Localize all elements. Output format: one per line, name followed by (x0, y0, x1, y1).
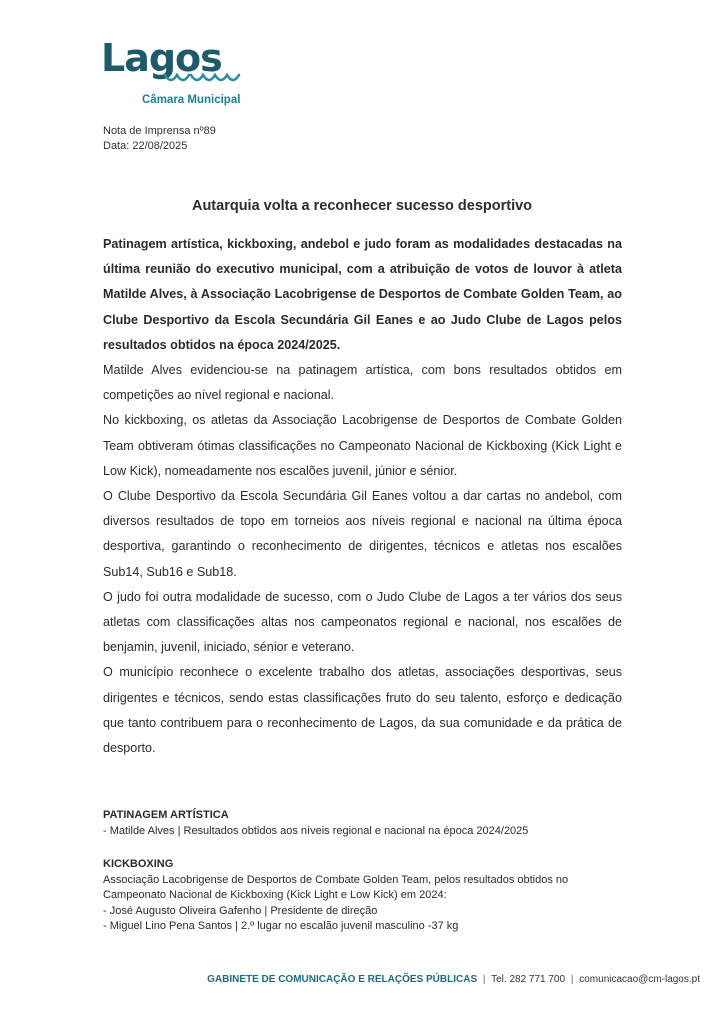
awards-list (103, 808, 633, 935)
article-body (103, 232, 622, 761)
footer-phone: Tel. 282 771 700 (491, 974, 566, 985)
paragraph: No kickboxing, os atletas da Associação Lacobrigense de Desportos de Combate Golden Team obtiveram ótimas classificações no Campeonato Nacional de Kickboxing (Kick Light e Low Kick), nomeadamente nos escalões juvenil, júnior e sénior. (103, 413, 622, 478)
list-item: Associação Lacobrigense de Desportos de Combate Golden Team, pelos resultados obtidos no Campeonato Nacional de Kickboxing (Kick Light e Low Kick) em 2024: (103, 873, 569, 901)
paragraph: O judo foi outra modalidade de sucesso, com o Judo Clube de Lagos a ter vários dos seus atletas com classificações altas nos campeonatos regional e nacional, nos escalões de benjamin, juvenil, iniciado, sénior e veterano. (103, 589, 622, 655)
press-note-number: Nota de Imprensa nº89 (103, 125, 216, 137)
footer-email: comunicacao@cm-lagos.pt (579, 974, 700, 985)
logo-subtitle: Câmara Municipal (142, 94, 241, 106)
press-meta (103, 124, 216, 154)
municipality-logo (101, 38, 241, 110)
press-date: Data: 22/08/2025 (103, 140, 188, 152)
logo-wordmark: Lagos (101, 36, 222, 80)
list-item: - José Augusto Oliveira Gafenho | Presidente de direção (103, 904, 378, 917)
paragraph: Matilde Alves evidenciou-se na patinagem artística, com bons resultados obtidos em competições ao nível regional e nacional. (103, 363, 622, 403)
list-item: - Miguel Lino Pena Santos | 2.º lugar no escalão juvenil masculino -37 kg (103, 920, 459, 932)
section-title-patinagem: PATINAGEM ARTÍSTICA (103, 809, 229, 821)
waves-icon (163, 72, 241, 88)
paragraph: O município reconhece o excelente trabalho dos atletas, associações desportivas, seus dirigentes e técnicos, sendo estas classificações fruto do seu talento, esforço e dedicação que tanto contribuem para o reconhecimento de Lagos, da sua comunidade e da prática de desporto. (103, 665, 622, 756)
page-title: Autarquia volta a reconhecer sucesso desportivo (191, 198, 533, 214)
section-title-kickboxing: KICKBOXING (103, 858, 174, 870)
footer-separator: | (482, 974, 486, 985)
footer-separator: | (570, 974, 574, 985)
list-item: - Matilde Alves | Resultados obtidos aos níveis regional e nacional na época 2024/2025 (103, 824, 529, 837)
lead-paragraph: Patinagem artística, kickboxing, andebol e judo foram as modalidades destacadas na última reunião do executivo municipal, com a atribuição de votos de louvor à atleta Matilde Alves, à Associação Lacobrigense de Desportos de Combate Golden Team, ao Clube Desportivo da Escola Secundária Gil Eanes e ao Judo Clube de Lagos pelos resultados obtidos na época 2024/2025. (103, 237, 622, 352)
footer-department: GABINETE DE COMUNICAÇÃO E RELAÇÕES PÚBLICAS (207, 974, 478, 985)
footer (0, 974, 700, 985)
paragraph: O Clube Desportivo da Escola Secundária Gil Eanes voltou a dar cartas no andebol, com diversos resultados de topo em torneios aos níveis regional e nacional na última época desportiva, garantindo o reconhecimento de dirigentes, técnicos e atletas nos escalões Sub14, Sub16 e Sub18. (103, 489, 622, 579)
